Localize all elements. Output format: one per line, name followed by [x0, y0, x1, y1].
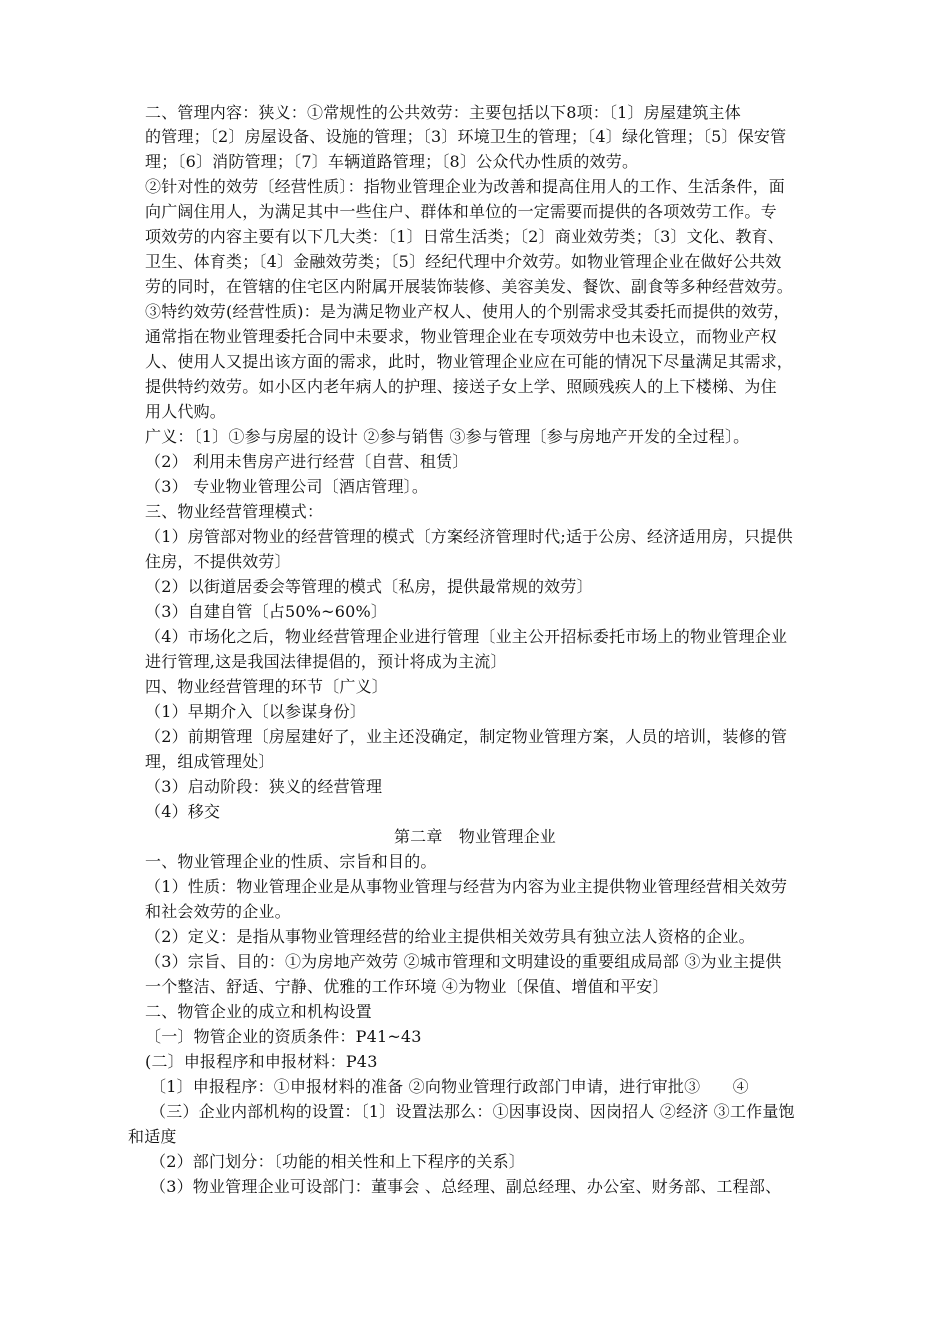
- text-line: （1）早期介入〔以参谋身份〕: [145, 702, 366, 721]
- section-heading: 一、物业管理企业的性质、宗旨和目的。: [145, 852, 437, 871]
- text-line: 人、使用人又提出该方面的需求，此时，物业管理企业应在可能的情况下尽量满足其需求，: [145, 352, 794, 371]
- text-line: （2）以街道居委会等管理的模式〔私房，提供最常规的效劳〕: [145, 577, 593, 596]
- text-line: （2）部门划分：〔功能的相关性和上下程序的关系〕: [150, 1152, 525, 1171]
- text-line: 一个整洁、舒适、宁静、优雅的工作环境 ④为物业〔保值、增值和平安〕: [145, 977, 669, 996]
- text-line: ②针对性的效劳〔经营性质〕：指物业管理企业为改善和提高住用人的工作、生活条件，面: [145, 177, 786, 196]
- text-line: （4）市场化之后，物业经营管理企业进行管理〔业主公开招标委托市场上的物业管理企业: [145, 627, 788, 646]
- text-line: （1）性质：物业管理企业是从事物业管理与经营为内容为业主提供物业管理经营相关效劳: [145, 877, 788, 896]
- text-line: 向广阔住用人，为满足其中一些住户、群体和单位的一定需要而提供的各项效劳工作。专: [145, 202, 777, 221]
- text-line: 项效劳的内容主要有以下几大类：〔1〕日常生活类；〔2〕商业效劳类；〔3〕文化、教育、: [145, 227, 784, 246]
- section-heading: 四、物业经营管理的环节〔广义〕: [145, 677, 389, 696]
- chapter-title: 第二章 物业管理企业: [393, 827, 556, 846]
- text-line: 的管理；〔2〕房屋设备、设施的管理；〔3〕环境卫生的管理；〔4〕绿化管理；〔5〕保安管: [145, 127, 787, 146]
- text-line: 〔一〕物管企业的资质条件：P41~43: [145, 1027, 422, 1046]
- text-line: 二、管理内容：狭义：①常规性的公共效劳：主要包括以下8项：〔1〕房屋建筑主体: [145, 103, 741, 122]
- text-line: 劳的同时，在管辖的住宅区内附属开展装饰装修、美容美发、餐饮、副食等多种经营效劳。: [145, 277, 794, 296]
- text-line: （3）自建自管〔占50%~60%〕: [145, 602, 388, 621]
- text-line: 广义：〔1〕①参与房屋的设计 ②参与销售 ③参与管理〔参与房地产开发的全过程〕。: [145, 427, 750, 446]
- text-line: 卫生、体育类；〔4〕金融效劳类；〔5〕经纪代理中介效劳。如物业管理企业在做好公共效: [145, 252, 782, 271]
- text-line: 理；〔6〕消防管理；〔7〕车辆道路管理；〔8〕公众代办性质的效劳。: [145, 152, 639, 171]
- text-line: (二〕申报程序和申报材料：P43: [145, 1052, 378, 1071]
- text-line: （4）移交: [145, 802, 221, 821]
- text-line: 进行管理,这是我国法律提倡的，预计将成为主流〕: [145, 652, 507, 671]
- text-line: （2）定义：是指从事物业管理经营的给业主提供相关效劳具有独立法人资格的企业。: [145, 927, 755, 946]
- text-line: （三）企业内部机构的设置：〔1〕设置法那么：①因事设岗、因岗招人 ②经济 ③工作量饱: [150, 1102, 795, 1121]
- text-line: （3）启动阶段：狭义的经营管理: [145, 777, 383, 796]
- text-line: 理，组成管理处〕: [145, 752, 275, 771]
- text-line: 〔1〕申报程序：①申报材料的准备 ②向物业管理行政部门申请，进行审批③ ④: [150, 1077, 749, 1096]
- text-line: 住房，不提供效劳〕: [145, 552, 291, 571]
- text-line: 和适度: [128, 1127, 177, 1146]
- text-line: ③特约效劳(经营性质)：是为满足物业产权人、使用人的个别需求受其委托而提供的效劳，: [145, 302, 790, 321]
- text-line: （1）房管部对物业的经营管理的模式〔方案经济管理时代;适于公房、经济适用房，只提供: [145, 527, 793, 546]
- text-line: 通常指在物业管理委托合同中未要求，物业管理企业在专项效劳中也未设立，而物业产权: [145, 327, 777, 346]
- text-line: （3） 专业物业管理公司〔酒店管理〕。: [145, 477, 429, 496]
- text-line: （2） 利用未售房产进行经营〔自营、租赁〕: [145, 452, 469, 471]
- text-line: 用人代购。: [145, 402, 227, 421]
- text-line: （3）宗旨、目的：①为房地产效劳 ②城市管理和文明建设的重要组成局部 ③为业主提供: [145, 952, 782, 971]
- text-line: （2）前期管理〔房屋建好了，业主还没确定，制定物业管理方案，人员的培训，装修的管: [145, 727, 788, 746]
- text-line: 提供特约效劳。如小区内老年病人的护理、接送子女上学、照顾残疾人的上下楼梯、为住: [145, 377, 777, 396]
- section-heading: 二、物管企业的成立和机构设置: [145, 1002, 372, 1021]
- text-line: 和社会效劳的企业。: [145, 902, 291, 921]
- text-line: （3）物业管理企业可设部门：董事会 、总经理、副总经理、办公室、财务部、工程部、: [150, 1177, 782, 1196]
- section-heading: 三、物业经营管理模式：: [145, 502, 324, 521]
